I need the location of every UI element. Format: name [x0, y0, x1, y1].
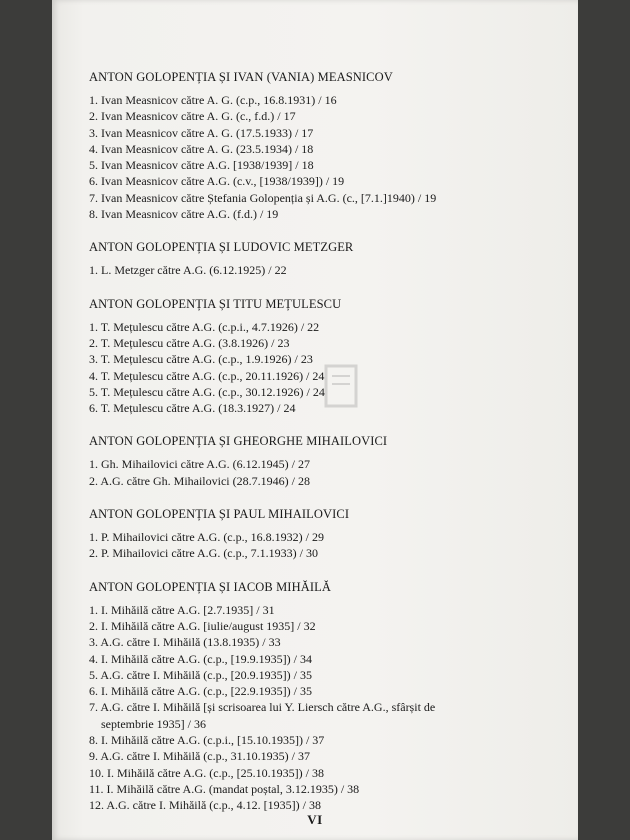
- list-item: 10. I. Mihăilă către A.G. (c.p., [25.10.1935]) / 38: [89, 765, 324, 780]
- list-item: 1. I. Mihăilă către A.G. [2.7.1935] / 31: [89, 602, 275, 617]
- section-p-mihailovici: [89, 506, 564, 562]
- list-item: 1. Gh. Mihailovici către A.G. (6.12.1945) / 27: [89, 457, 310, 472]
- section-title: ANTON GOLOPENȚIA ȘI IACOB MIHĂILĂ: [89, 579, 331, 594]
- list-item: 2. Ivan Measnicov către A. G. (c., f.d.) / 17: [89, 109, 296, 124]
- list-item: 6. Ivan Measnicov către A.G. (c.v., [1938/1939]) / 19: [89, 174, 345, 189]
- page-number: VI: [307, 812, 323, 827]
- list-item: 6. I. Mihăilă către A.G. (c.p., [22.9.1935]) / 35: [89, 684, 312, 699]
- list-item: 5. T. Mețulescu către A.G. (c.p., 30.12.1926) / 24: [89, 384, 325, 399]
- list-item: 5. A.G. către I. Mihăilă (c.p., [20.9.1935]) / 35: [89, 667, 312, 682]
- list-item: 7. A.G. către I. Mihăilă [și scrisoarea lui Y. Liersch către A.G., sfârșit de: [89, 700, 436, 715]
- list-item: 4. I. Mihăilă către A.G. (c.p., [19.9.1935]) / 34: [89, 651, 312, 666]
- section-title: ANTON GOLOPENȚIA ȘI GHEORGHE MIHAILOVICI: [89, 434, 388, 449]
- section-title: ANTON GOLOPENȚIA ȘI IVAN (VANIA) MEASNICOV: [89, 70, 393, 84]
- section-metzger: [89, 239, 564, 278]
- section-title: ANTON GOLOPENȚIA ȘI LUDOVIC METZGER: [89, 240, 354, 255]
- section-title: ANTON GOLOPENȚIA ȘI PAUL MIHAILOVICI: [89, 507, 350, 522]
- list-item: 4. Ivan Measnicov către A. G. (23.5.1934) / 18: [89, 141, 314, 156]
- list-item: 1. Ivan Measnicov către A. G. (c.p., 16.8.1931) / 16: [89, 93, 337, 107]
- section-title: ANTON GOLOPENȚIA ȘI TITU MEȚULESCU: [89, 296, 342, 311]
- section-gh-mihailovici: [89, 433, 564, 489]
- list-item: 8. Ivan Measnicov către A.G. (f.d.) / 19: [89, 207, 279, 222]
- section-metulescu: [89, 296, 564, 417]
- list-item: 6. T. Mețulescu către A.G. (18.3.1927) / 24: [89, 401, 296, 416]
- book-page: [52, 0, 578, 840]
- list-item: 9. A.G. către I. Mihăilă (c.p., 31.10.1935) / 37: [89, 749, 310, 764]
- list-item: 1. T. Mețulescu către A.G. (c.p.i., 4.7.1926) / 22: [89, 319, 320, 334]
- list-item: 2. P. Mihailovici către A.G. (c.p., 7.1.1933) / 30: [89, 546, 318, 561]
- list-item: 3. A.G. către I. Mihăilă (13.8.1935) / 33: [89, 635, 281, 650]
- list-item: 8. I. Mihăilă către A.G. (c.p.i., [15.10.1935]) / 37: [89, 733, 325, 748]
- list-item: 12. A.G. către I. Mihăilă (c.p., 4.12. [1935]) / 38: [89, 798, 321, 813]
- list-item: 2. A.G. către Gh. Mihailovici (28.7.1946) / 28: [89, 473, 310, 488]
- section-measnicov: [89, 69, 564, 222]
- list-item: 1. P. Mihailovici către A.G. (c.p., 16.8.1932) / 29: [89, 530, 324, 545]
- list-item: 2. T. Mețulescu către A.G. (3.8.1926) / 23: [89, 335, 290, 350]
- list-item: 7. Ivan Measnicov către Ștefania Golopenția și A.G. (c., [7.1.]1940) / 19: [89, 190, 437, 205]
- section-mihaila: [89, 579, 564, 814]
- list-item: 1. L. Metzger către A.G. (6.12.1925) / 22: [89, 263, 287, 278]
- list-item: 3. Ivan Measnicov către A. G. (17.5.1933) / 17: [89, 125, 314, 140]
- list-item: 11. I. Mihăilă către A.G. (mandat poștal, 3.12.1935) / 38: [89, 781, 360, 796]
- list-item: 2. I. Mihăilă către A.G. [iulie/august 1935] / 32: [89, 618, 316, 633]
- list-item: 5. Ivan Measnicov către A.G. [1938/1939] / 18: [89, 158, 314, 173]
- table-of-contents: [89, 69, 564, 814]
- list-item: 4. T. Mețulescu către A.G. (c.p., 20.11.1926) / 24: [89, 368, 325, 383]
- list-item: septembrie 1935] / 36: [101, 716, 206, 731]
- list-item: 3. T. Mețulescu către A.G. (c.p., 1.9.1926) / 23: [89, 352, 313, 367]
